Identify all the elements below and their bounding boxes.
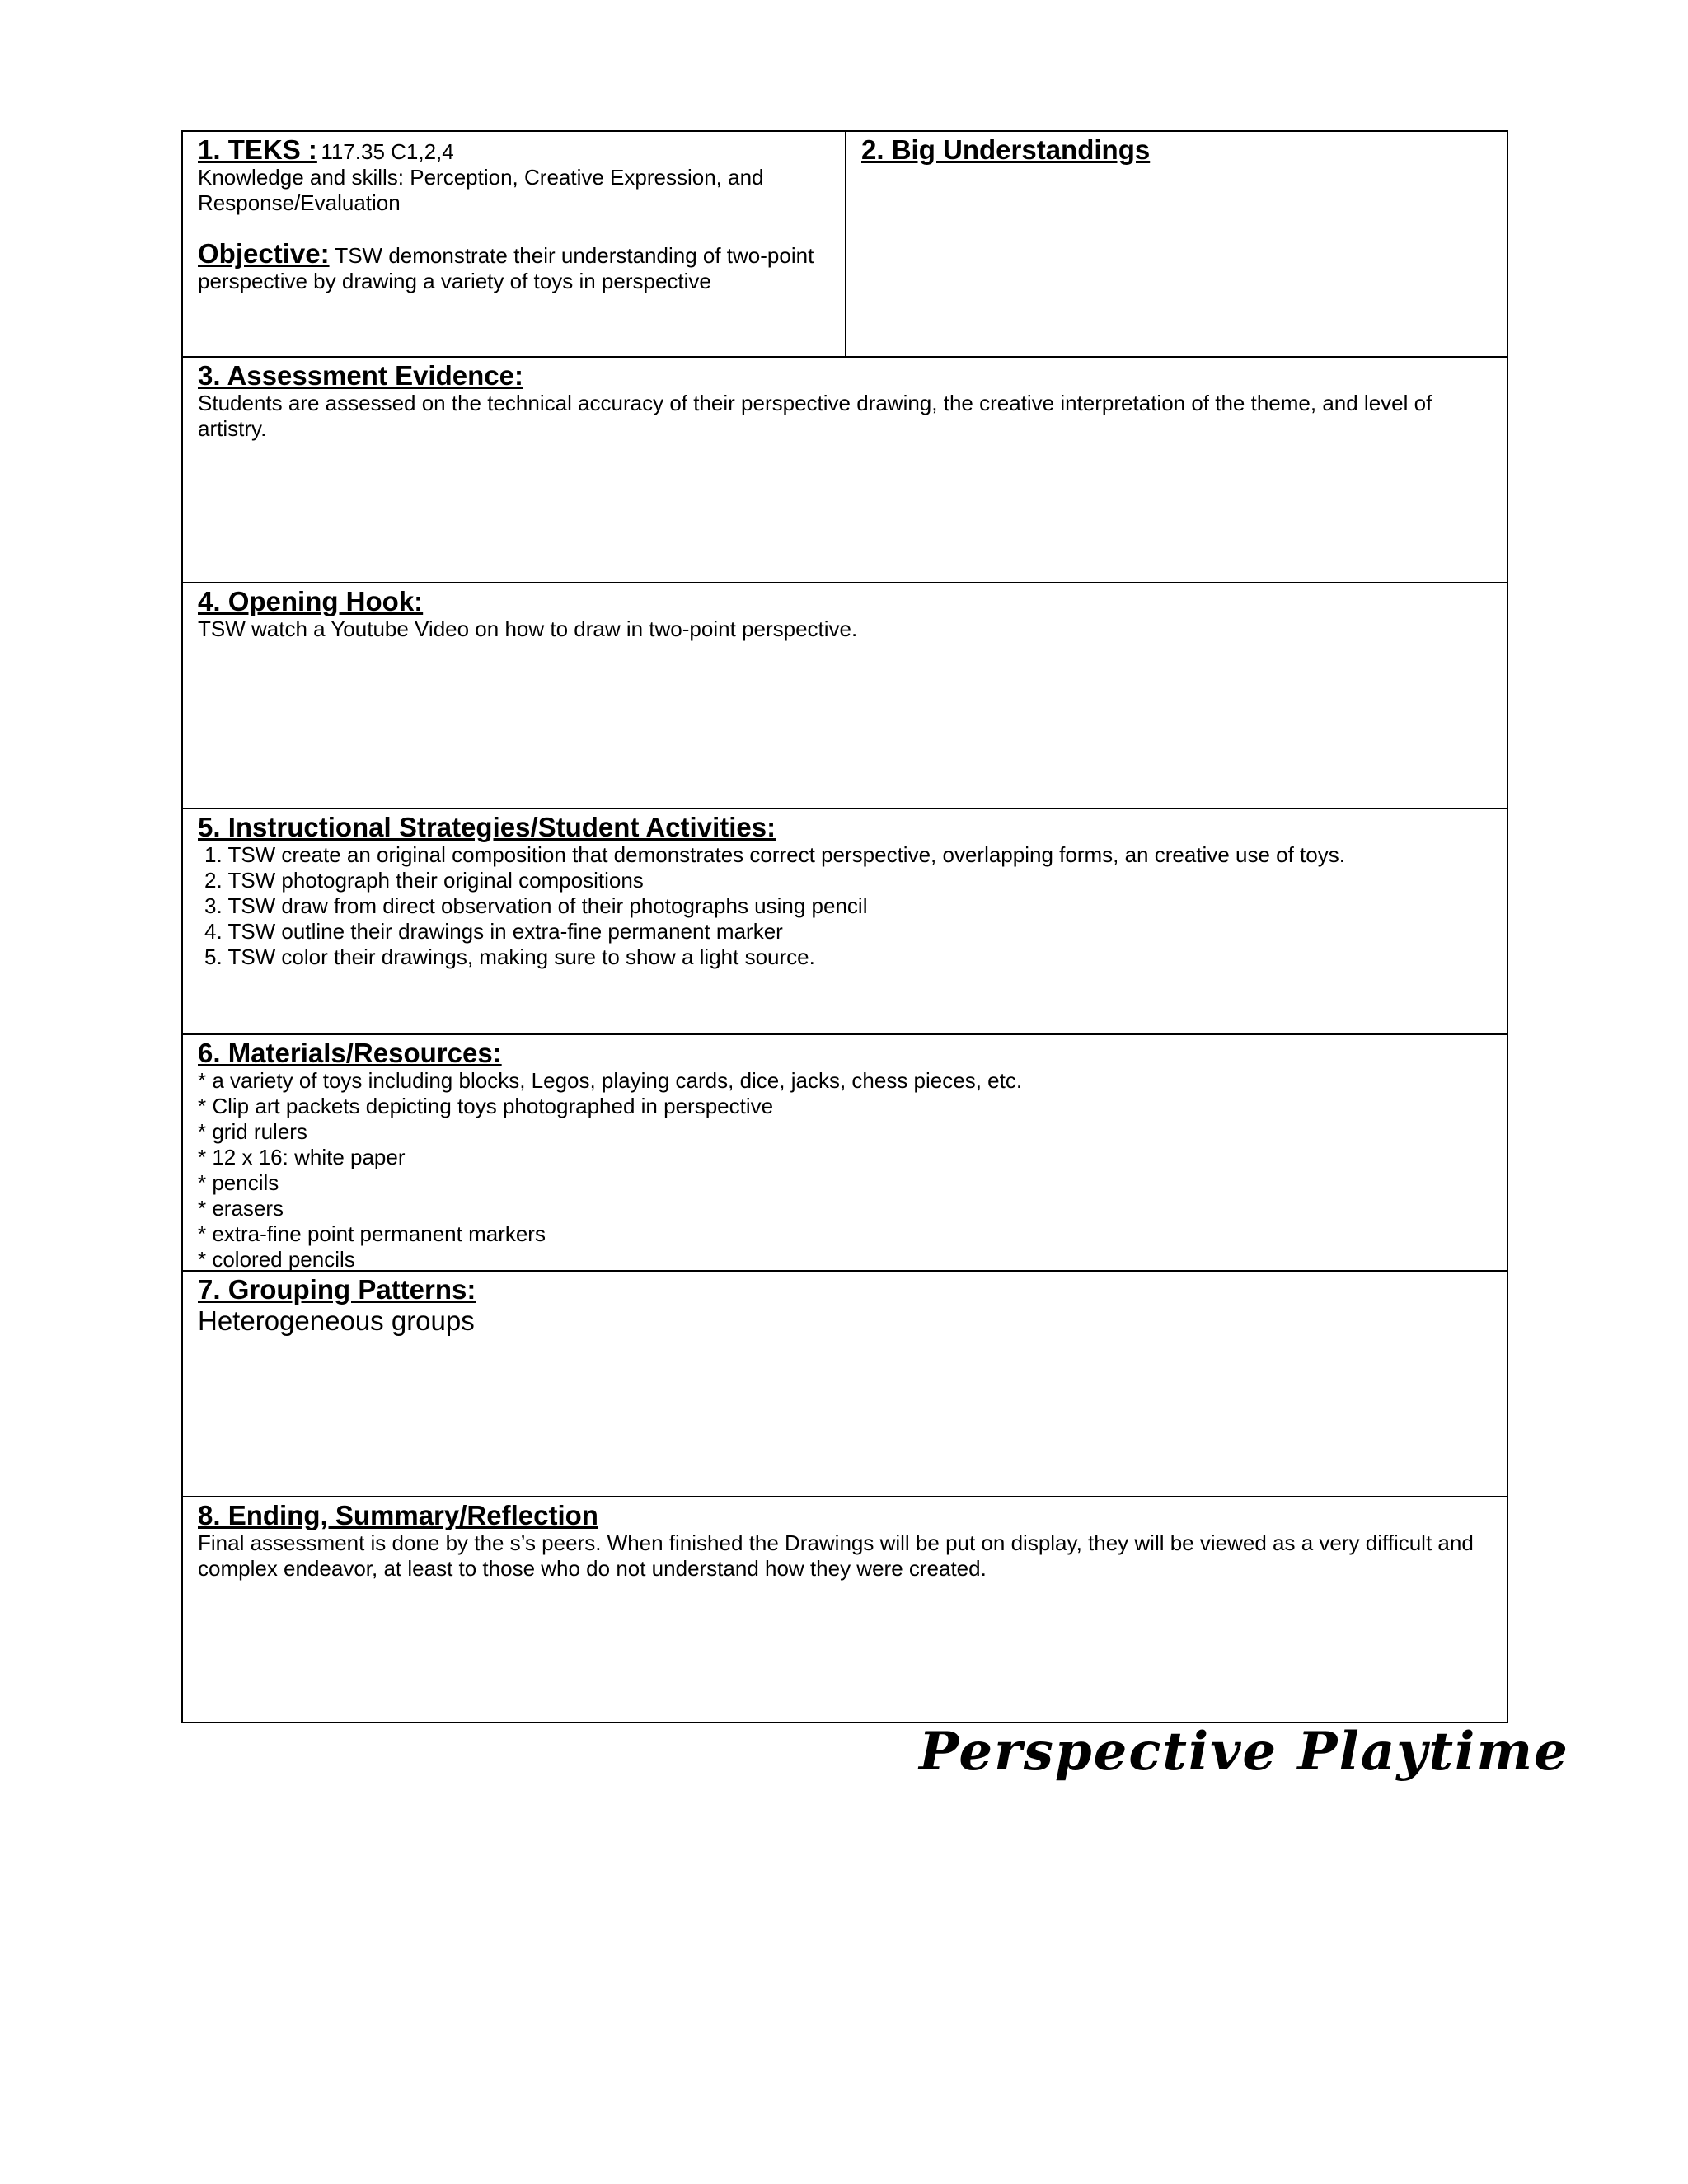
instructional-heading: 5. Instructional Strategies/Student Activities: [198,812,776,842]
list-item: * a variety of toys including blocks, Legos, playing cards, dice, jacks, chess pieces, etc. [198,1068,1023,1093]
big-understandings-heading: 2. Big Understandings [861,134,1151,165]
grouping-text: Heterogeneous groups [198,1305,475,1336]
ending-text: Final assessment is done by the s’s peers. When finished the Drawings will be put on display, they will be viewed as a very difficult and complex endeavor, at least to those who do not understand how they were created. [198,1530,1474,1581]
assessment-heading: 3. Assessment Evidence: [198,360,523,391]
list-item: 2. TSW photograph their original compositions [204,868,644,893]
materials-heading: 6. Materials/Resources: [198,1038,502,1068]
teks-code: 117.35 C1,2,4 [321,139,454,164]
list-item: 5. TSW color their drawings, making sure to show a light source. [204,944,815,969]
row-ending-summary [181,1497,1508,1723]
objective-label: Objective: [198,238,330,269]
opening-hook-text: TSW watch a Youtube Video on how to draw in two-point perspective. [198,616,858,641]
list-item: * grid rulers [198,1119,307,1144]
teks-knowledge: Knowledge and skills: Perception, Creative Expression, and Response/Evaluation [198,165,764,215]
opening-hook-heading: 4. Opening Hook: [198,586,424,616]
big-understandings-cell [845,132,1507,356]
grouping-heading: 7. Grouping Patterns: [198,1274,476,1305]
list-item: 4. TSW outline their drawings in extra-fine permanent marker [204,919,783,944]
teks-heading: 1. TEKS : [198,134,317,165]
assessment-text: Students are assessed on the technical accuracy of their perspective drawing, the creative interpretation of the theme, and level of artistry. [198,391,1432,441]
list-item: * Clip art packets depicting toys photographed in perspective [198,1094,774,1118]
list-item: 3. TSW draw from direct observation of their photographs using pencil [204,893,868,918]
row-teks-big-understandings [181,130,1508,358]
list-item: * pencils [198,1170,279,1195]
row-instructional-strategies [181,809,1508,1035]
row-assessment-evidence [181,358,1508,583]
list-item: * colored pencils [198,1247,355,1272]
list-item: * extra-fine point permanent markers [198,1221,546,1246]
list-item: 1. TSW create an original composition that demonstrates correct perspective, overlapping forms, an creative use of toys. [204,842,1345,867]
footer-title: Perspective Playtime [919,1721,1569,1783]
teks-cell [183,132,845,356]
objective-text: TSW demonstrate their understanding of two-point perspective by drawing a variety of toys in perspective [198,243,814,293]
materials-list [198,1068,1492,1272]
row-opening-hook [181,583,1508,809]
list-item: * erasers [198,1196,284,1221]
instructional-list [198,842,1492,970]
row-grouping-patterns [181,1272,1508,1497]
list-item: * 12 x 16: white paper [198,1145,406,1169]
lesson-plan-table [181,130,1508,1723]
ending-heading: 8. Ending, Summary/Reflection [198,1500,598,1530]
row-materials [181,1035,1508,1272]
